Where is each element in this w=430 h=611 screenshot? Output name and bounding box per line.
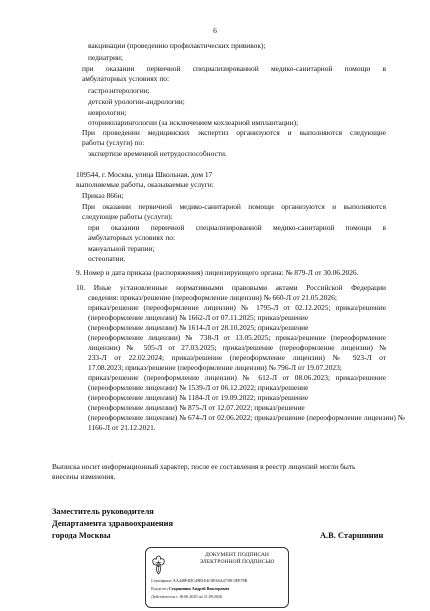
text-line: при оказании первичной специализированной медико-санитарной помощи в <box>88 223 386 232</box>
text-line: амбулаторных условиях по: <box>88 233 176 242</box>
text-line: при оказании первичной специализированной медико-санитарной помощи в <box>82 64 386 73</box>
signatory-title: Заместитель руководителя <box>52 507 154 516</box>
text-line: (переоформление лицензии) № 738-Л от 13.05.2025; приказ/решение (переоформление <box>88 333 386 342</box>
text-line: следующие работы (услуги): <box>82 212 173 221</box>
text-line: выполняемые работы, оказываемые услуги: <box>76 180 214 189</box>
text-line: (переоформление лицензии) № 875-Л от 12.07.2022; приказ/решение <box>88 403 305 412</box>
text-line: 17.08.2023; приказ/решение (переоформление лицензии) № 796-Л от 19.07.2023; <box>88 363 342 372</box>
text-line: амбулаторных условиях по: <box>82 74 170 83</box>
text-line: Приказ 866н; <box>82 191 124 200</box>
text-line: 1166-Л от 21.12.2021. <box>88 423 156 432</box>
text-line: сведения: приказ/решение (переоформление лицензии) № 660-Л от 21.05.2026; <box>88 293 337 302</box>
text-line: (переоформление лицензии) № 674-Л от 02.06.2022; приказ/решение (переоформление лицензии) № <box>88 413 405 422</box>
disclaimer-line: Выписка носит информационный характер, после ее составления в реестр лицензий могли быть <box>52 462 356 471</box>
signatory-name: А.В. Старшинин <box>320 531 384 540</box>
page-number: 6 <box>213 26 217 35</box>
text-line: 233-Л от 22.02.2024; приказ/решение (переоформление лицензии) № 923-Л от <box>88 353 386 362</box>
text-line: приказ/решение (переоформление лицензии) № 612-Л от 08.06.2023; приказ/решение <box>88 373 386 382</box>
coat-of-arms-icon <box>151 554 166 576</box>
signatory-title: города Москвы <box>52 531 111 540</box>
signatory-title: Департамента здравоохранения <box>52 519 173 528</box>
text-line: остеопатии. <box>88 254 126 263</box>
electronic-signature-stamp <box>145 547 289 608</box>
text-line: (переоформление лицензии) № 1614-Л от 28.10.2025; приказ/решение <box>88 323 309 332</box>
text-line: лицензии) № 505-Л от 27.03.2025; приказ/решение (переоформление лицензии) № <box>88 343 386 352</box>
text-line: оториноларингологии (за исключением кохлеарной имплантации); <box>88 118 299 127</box>
text-line: (переоформление лицензии) № 1184-Л от 19.09.2022; приказ/решение <box>88 393 309 402</box>
stamp-subtitle: ЭЛЕКТРОННОЙ ПОДПИСЬЮ <box>199 559 275 565</box>
text-line: При проведении медицинских экспертиз организуются и выполняются следующие <box>82 128 386 137</box>
stamp-validity: Действителен с 18.06.2025 по 11.09.2026 <box>151 594 223 599</box>
text-line: неврологии; <box>88 108 127 117</box>
text-line: детской урологии-андрологии; <box>88 97 185 106</box>
text-line: мануальной терапии; <box>88 244 155 253</box>
text-line: вакцинации (проведению профилактических прививок); <box>88 41 266 50</box>
text-line: педиатрии; <box>88 53 123 62</box>
stamp-certificate: Сертификат AA448F4DC49B1E4C0E64A4738C3FE78B <box>151 578 248 583</box>
address-line: 109544, г. Москва, улица Школьная, дом 17 <box>76 170 213 179</box>
text-line: работы (услуги) по: <box>82 138 145 147</box>
stamp-owner: Владелец Старшинин Андрей Викторович <box>151 586 230 591</box>
text-line: экспертизе временной нетрудоспособности. <box>88 149 227 158</box>
text-line: гастроэнтерологии; <box>88 86 150 95</box>
disclaimer-line: внесены изменения. <box>52 472 116 481</box>
order-number-line: 9. Номер и дата приказа (распоряжения) лицензирующего органа: № 879-Л от 30.06.2026. <box>76 268 359 277</box>
text-line: (переоформление лицензии) № 1539-Л от 06.12.2022; приказ/решение <box>88 383 309 392</box>
text-line: 10. Иные установленные нормативными правовыми актами Российской Федерации <box>76 283 386 292</box>
text-line: При оказании первичной медико-санитарной помощи организуются и выполняются <box>82 202 386 211</box>
stamp-title: ДОКУМЕНТ ПОДПИСАН <box>205 552 269 558</box>
text-line: приказ/решение (переоформление лицензии) № 1795-Л от 02.12.2025; приказ/решение <box>88 303 386 312</box>
text-line: (переоформление лицензии) № 1662-Л от 07.11.2025; приказ/решение <box>88 313 309 322</box>
